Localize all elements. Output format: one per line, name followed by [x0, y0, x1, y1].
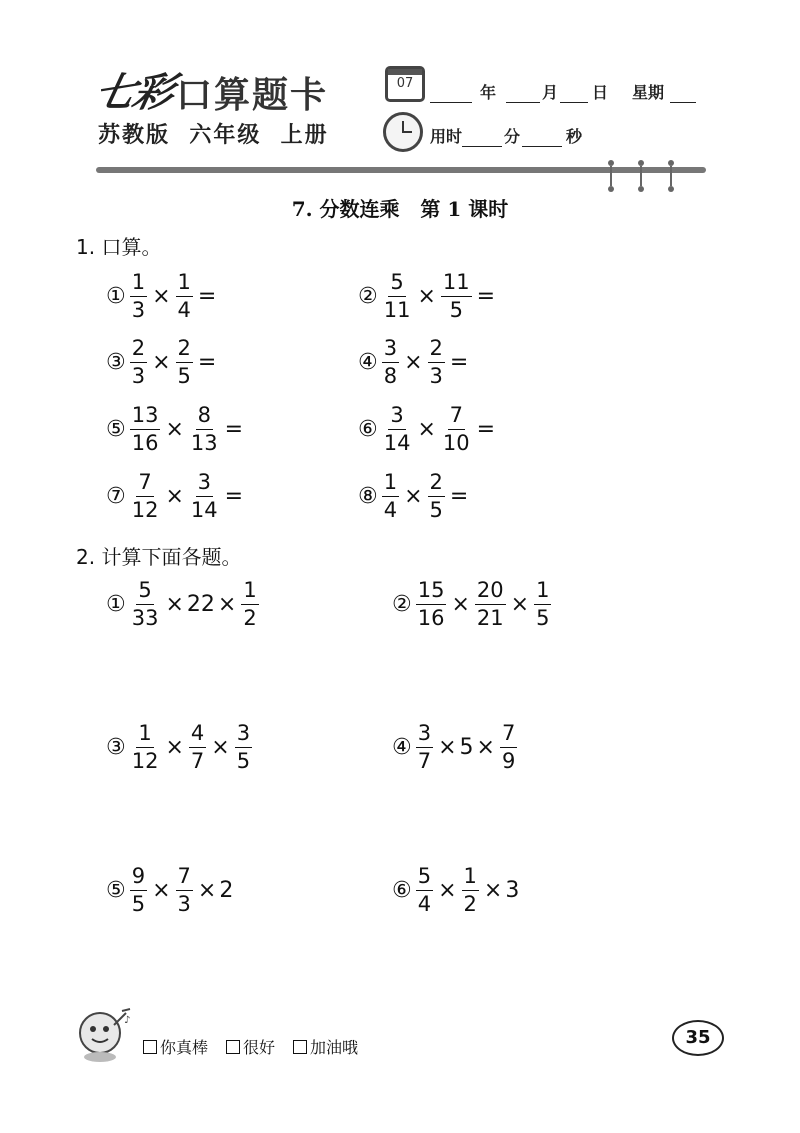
- fraction: [428, 472, 445, 521]
- times-sign: ×: [417, 417, 436, 442]
- self-rating: [143, 1035, 358, 1058]
- fraction: [176, 866, 193, 915]
- fraction: [241, 580, 258, 629]
- times-sign: ×: [438, 735, 457, 760]
- page-number: 35: [672, 1020, 724, 1056]
- question-number: ⑥: [392, 878, 412, 903]
- seconds-blank[interactable]: [522, 128, 562, 147]
- numerator: 7: [176, 866, 193, 891]
- numerator: 5: [388, 272, 405, 297]
- numerator: 1: [136, 723, 153, 748]
- checkbox-icon: [143, 1040, 157, 1054]
- question-number: ⑤: [106, 417, 126, 442]
- fraction: [130, 405, 161, 454]
- year-label: 年: [480, 83, 497, 102]
- numerator: 7: [448, 405, 465, 430]
- numerator: 3: [196, 472, 213, 497]
- question-number: ④: [392, 735, 412, 760]
- edition-label: 苏教版 六年级 上册: [98, 123, 329, 148]
- times-sign: ×: [510, 592, 530, 617]
- numerator: 20: [475, 580, 506, 605]
- calc-q5-expression: [106, 866, 233, 915]
- equals-sign: =: [476, 417, 496, 442]
- calc-q1-expression: [106, 580, 261, 629]
- fraction: [416, 723, 433, 772]
- fraction: [428, 338, 445, 387]
- numerator: 7: [500, 723, 517, 748]
- mascot-illustration: [70, 1003, 138, 1065]
- numerator: 4: [189, 723, 206, 748]
- integer: 22: [186, 592, 215, 617]
- fraction: [189, 472, 220, 521]
- times-sign: ×: [483, 878, 503, 903]
- numerator: 2: [130, 338, 147, 363]
- fraction: [130, 866, 147, 915]
- fraction: [130, 338, 147, 387]
- denominator: 14: [383, 431, 411, 455]
- oral-q6-expression: [358, 405, 498, 454]
- brand-script: 七彩: [90, 69, 177, 116]
- denominator: 16: [417, 606, 445, 630]
- equals-sign: =: [449, 350, 469, 375]
- brand-logo: [90, 68, 329, 118]
- day-blank[interactable]: [560, 84, 588, 103]
- date-fields: [430, 80, 696, 103]
- times-sign: ×: [152, 878, 171, 903]
- question-number: ③: [106, 350, 126, 375]
- numerator: 2: [428, 472, 445, 497]
- fraction: [382, 405, 413, 454]
- fraction: [441, 272, 472, 321]
- minutes-blank[interactable]: [462, 128, 502, 147]
- numerator: 1: [382, 472, 399, 497]
- denominator: 5: [429, 498, 443, 522]
- denominator: 4: [177, 298, 191, 322]
- oral-q2-expression: [358, 272, 498, 321]
- times-sign: ×: [451, 592, 470, 617]
- numerator: 1: [534, 580, 551, 605]
- question-number: ①: [106, 592, 126, 617]
- numerator: 1: [176, 272, 193, 297]
- times-sign: ×: [217, 592, 237, 617]
- times-sign: ×: [152, 350, 171, 375]
- checkbox-icon: [293, 1040, 307, 1054]
- denominator: 11: [383, 298, 411, 322]
- denominator: 9: [501, 749, 516, 773]
- integer: 3: [505, 878, 520, 903]
- section1-title: 1. 口算。: [76, 235, 162, 259]
- fraction: [475, 580, 506, 629]
- denominator: 5: [449, 298, 463, 322]
- numerator: 8: [196, 405, 213, 430]
- denominator: 14: [190, 498, 218, 522]
- numerator: 1: [130, 272, 147, 297]
- numerator: 15: [416, 580, 447, 605]
- denominator: 3: [177, 892, 191, 916]
- fraction: [176, 338, 193, 387]
- question-number: ④: [358, 350, 378, 375]
- numerator: 5: [416, 866, 433, 891]
- times-sign: ×: [165, 592, 184, 617]
- checkbox-icon: [226, 1040, 240, 1054]
- fraction: [416, 580, 447, 629]
- denominator: 10: [442, 431, 470, 455]
- times-sign: ×: [404, 350, 423, 375]
- fraction: [416, 866, 433, 915]
- brand-title: 口算题卡: [176, 75, 329, 116]
- calc-q4-expression: [392, 723, 519, 772]
- equals-sign: =: [224, 417, 244, 442]
- oral-q4-expression: [358, 338, 471, 387]
- equals-sign: =: [197, 284, 217, 309]
- question-number: ⑤: [106, 878, 126, 903]
- fraction: [176, 272, 193, 321]
- integer: 2: [219, 878, 234, 903]
- numerator: 3: [388, 405, 405, 430]
- times-sign: ×: [197, 878, 217, 903]
- numerator: 3: [382, 338, 399, 363]
- numerator: 1: [462, 866, 479, 891]
- calc-q3-expression: [106, 723, 254, 772]
- equals-sign: =: [197, 350, 217, 375]
- year-blank[interactable]: [430, 84, 472, 103]
- denominator: 13: [190, 431, 218, 455]
- denominator: 8: [383, 364, 398, 388]
- denominator: 5: [131, 892, 146, 916]
- oral-q5-expression: [106, 405, 246, 454]
- question-number: ⑦: [106, 484, 126, 509]
- rating-great[interactable]: 你真棒: [143, 1035, 208, 1058]
- rating-good[interactable]: 很好: [226, 1035, 275, 1058]
- times-sign: ×: [165, 417, 184, 442]
- integer: 5: [459, 735, 474, 760]
- numerator: 2: [176, 338, 193, 363]
- times-sign: ×: [165, 484, 184, 509]
- fraction: [382, 272, 413, 321]
- denominator: 2: [463, 892, 477, 916]
- oral-q7-expression: [106, 472, 246, 521]
- fraction: [500, 723, 517, 772]
- equals-sign: =: [476, 284, 496, 309]
- month-label: 月: [542, 83, 559, 102]
- calendar-icon: [385, 66, 425, 102]
- numerator: 11: [441, 272, 472, 297]
- minutes-label: 分: [504, 127, 521, 146]
- rating-try-harder[interactable]: 加油哦: [293, 1035, 358, 1058]
- fraction: [534, 580, 551, 629]
- question-number: ⑧: [358, 484, 378, 509]
- question-number: ⑥: [358, 417, 378, 442]
- times-sign: ×: [438, 878, 457, 903]
- denominator: 5: [177, 364, 191, 388]
- day-label: 日: [592, 83, 609, 102]
- fraction: [382, 338, 399, 387]
- equals-sign: =: [224, 484, 244, 509]
- denominator: 4: [383, 498, 398, 522]
- times-sign: ×: [404, 484, 423, 509]
- divider-beads: [608, 160, 674, 192]
- denominator: 7: [190, 749, 205, 773]
- fraction: [382, 472, 399, 521]
- equals-sign: =: [449, 484, 469, 509]
- fraction: [130, 272, 147, 321]
- denominator: 7: [417, 749, 432, 773]
- numerator: 7: [136, 472, 153, 497]
- denominator: 5: [236, 749, 251, 773]
- weekday-blank[interactable]: [670, 84, 696, 103]
- oral-q1-expression: [106, 272, 219, 321]
- calendar-day: 07: [396, 76, 414, 91]
- oral-q8-expression: [358, 472, 471, 521]
- numerator: 3: [416, 723, 433, 748]
- calc-q2-expression: [392, 580, 553, 629]
- section2-title: 2. 计算下面各题。: [76, 545, 242, 569]
- numerator: 5: [136, 580, 153, 605]
- time-fields: [430, 124, 582, 147]
- fraction: [235, 723, 252, 772]
- fraction: [462, 866, 479, 915]
- question-number: ②: [358, 284, 378, 309]
- denominator: 12: [131, 749, 159, 773]
- denominator: 5: [536, 606, 550, 630]
- denominator: 16: [131, 431, 159, 455]
- denominator: 3: [131, 298, 146, 322]
- fraction: [130, 472, 161, 521]
- denominator: 21: [476, 606, 504, 630]
- fraction: [130, 580, 161, 629]
- oral-q3-expression: [106, 338, 219, 387]
- times-sign: ×: [476, 735, 495, 760]
- numerator: 1: [241, 580, 258, 605]
- question-number: ①: [106, 284, 126, 309]
- time-prefix: 用时: [430, 127, 463, 146]
- numerator: 3: [235, 723, 252, 748]
- denominator: 12: [131, 498, 159, 522]
- denominator: 3: [429, 364, 443, 388]
- month-blank[interactable]: [506, 84, 540, 103]
- fraction: [189, 405, 220, 454]
- clock-icon: [383, 112, 423, 152]
- denominator: 33: [131, 606, 159, 630]
- times-sign: ×: [165, 735, 184, 760]
- lesson-title: 7. 分数连乘 第 1 课时: [291, 197, 509, 221]
- weekday-label: 星期: [632, 83, 665, 102]
- question-number: ②: [392, 592, 412, 617]
- numerator: 13: [130, 405, 161, 430]
- times-sign: ×: [417, 284, 436, 309]
- denominator: 3: [131, 364, 146, 388]
- times-sign: ×: [152, 284, 171, 309]
- fraction: [130, 723, 161, 772]
- numerator: 9: [130, 866, 147, 891]
- denominator: 4: [417, 892, 432, 916]
- svg-text:♪: ♪: [124, 1015, 131, 1026]
- calc-q6-expression: [392, 866, 519, 915]
- question-number: ③: [106, 735, 126, 760]
- numerator: 2: [428, 338, 445, 363]
- seconds-label: 秒: [566, 127, 583, 146]
- fraction: [189, 723, 206, 772]
- fraction: [441, 405, 472, 454]
- times-sign: ×: [211, 735, 230, 760]
- denominator: 2: [243, 606, 257, 630]
